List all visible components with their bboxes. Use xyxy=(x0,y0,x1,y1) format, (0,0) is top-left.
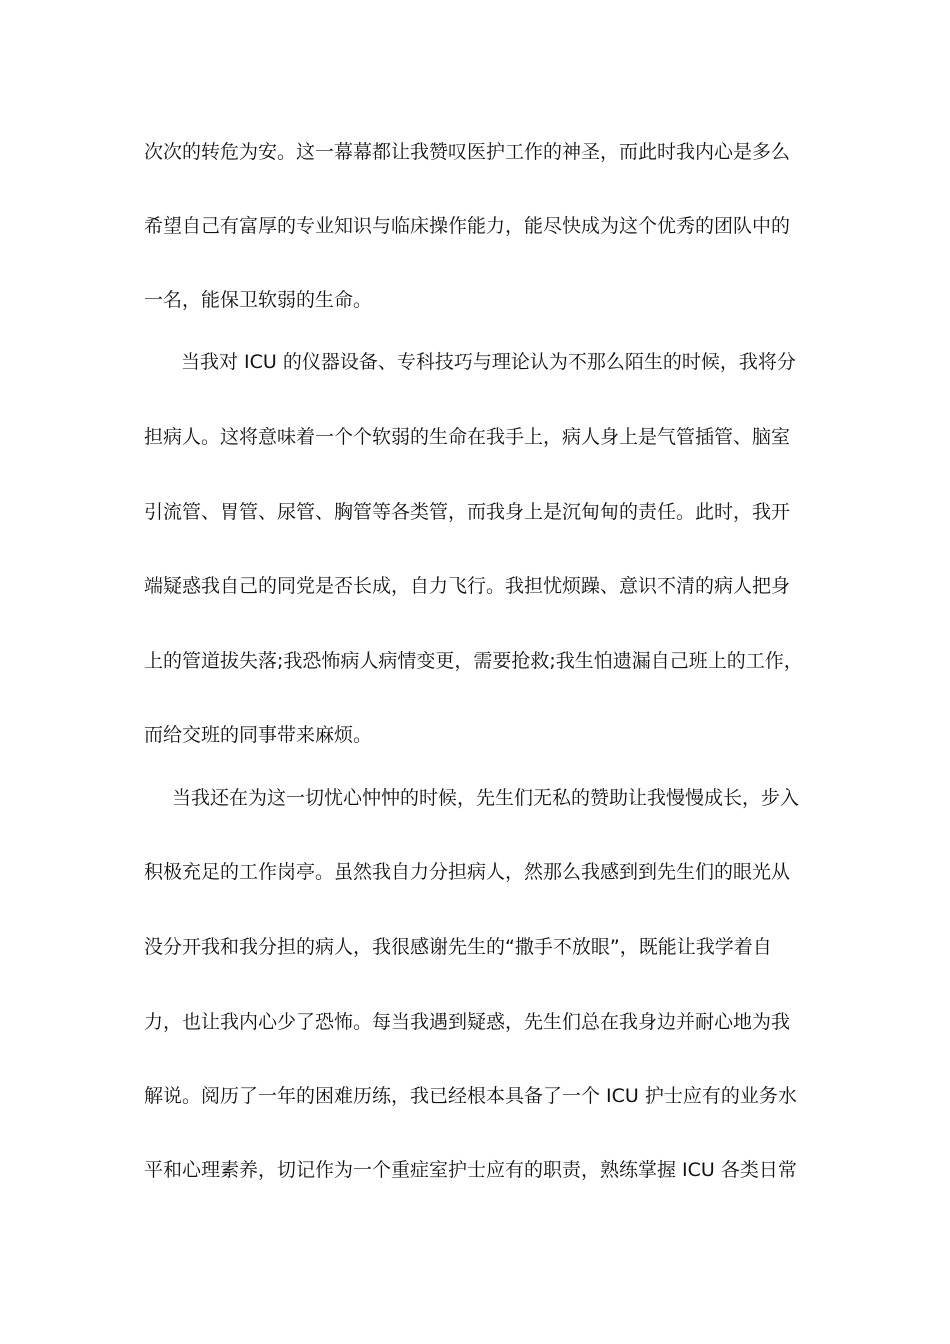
text-line-15: 平和心理素养，切记作为一个重症室护士应有的职责，熟练掌握 ICU 各类日常 xyxy=(144,1159,797,1181)
text-line-12: 没分开我和我分担的病人，我很感谢先生的“撒手不放眼”，既能让我学着自 xyxy=(144,936,772,958)
text-line-10: 当我还在为这一切忧心忡忡的时候，先生们无私的赞助让我慢慢成长，步入 xyxy=(172,787,800,809)
text-line-4: 当我对 ICU 的仪器设备、专科技巧与理论认为不那么陌生的时候，我将分 xyxy=(181,351,796,373)
text-line-3: 一名，能保卫软弱的生命。 xyxy=(144,289,373,311)
text-line-11: 积极充足的工作岗亭。虽然我自力分担病人，然那么我感到到先生们的眼光从 xyxy=(144,861,791,883)
text-line-9: 而给交班的同事带来麻烦。 xyxy=(144,724,373,746)
text-line-7: 端疑惑我自己的同党是否长成，自力飞行。我担忧烦躁、意识不清的病人把身 xyxy=(144,575,791,597)
text-line-2: 希望自己有富厚的专业知识与临床操作能力，能尽快成为这个优秀的团队中的 xyxy=(144,215,791,237)
text-line-13: 力，也让我内心少了恐怖。每当我遇到疑惑，先生们总在我身边并耐心地为我 xyxy=(144,1011,791,1033)
text-line-5: 担病人。这将意味着一个个软弱的生命在我手上，病人身上是气管插管、脑室 xyxy=(144,426,791,448)
text-line-14: 解说。阅历了一年的困难历练，我已经根本具备了一个 ICU 护士应有的业务水 xyxy=(144,1085,797,1107)
text-line-6: 引流管、胃管、尿管、胸管等各类管，而我身上是沉甸甸的责任。此时，我开 xyxy=(144,501,791,523)
text-line-8: 上的管道拔失落;我恐怖病人病情变更，需要抢救;我生怕遗漏自己班上的工作， xyxy=(144,650,803,672)
text-line-1: 次次的转危为安。这一幕幕都让我赞叹医护工作的神圣，而此时我内心是多么 xyxy=(144,141,791,163)
